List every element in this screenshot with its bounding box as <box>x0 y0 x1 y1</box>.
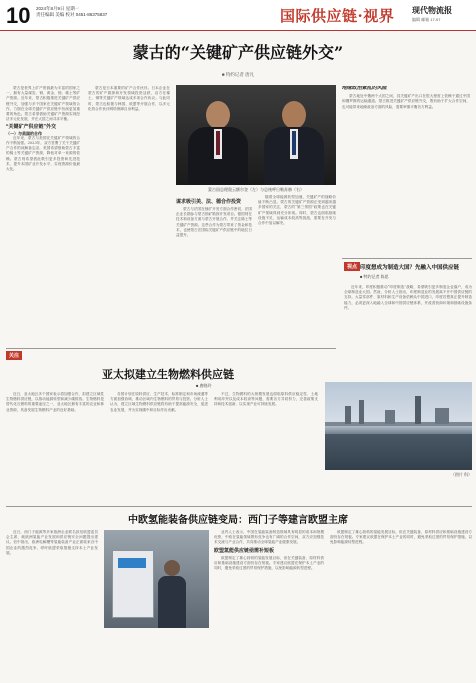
article3-body <box>344 285 472 380</box>
article1-photo-caption: 蒙古国总理奥云额尔登（左）与总统呼日勒苏赫（右） <box>208 187 304 192</box>
article3-headline: 印度想成为制造大国？先融入中国供应链 <box>360 265 460 271</box>
article1-subhead1a: （一）与美国的合作 <box>6 130 42 136</box>
article2-byline: ■ 唐晓玲 <box>196 383 212 388</box>
article4-para3-cont: 欧盟制定了雄心勃勃的氢能发展目标，但在关键装备、原材料供应和基础设施建设方面仍存在短板。专家建议欧盟在保护本土产业的同时，避免采取过度的贸易保护措施，以免影响能源转型进程。 <box>330 530 472 545</box>
article2-para1: 近日，亚太地区多个国家表示将加强合作，拟建立区域性生物燃料供应链，以推动能源转型和减少碳排放。生物燃料是替代化石燃料的重要途径之一，亚太地区拥有丰富的农业和林业资源，具备发展生物燃料产业的良好基础。 <box>6 392 104 412</box>
article1-col4-para: 随着全球能源转型加速，关键矿产的战略价值不断凸显。蒙古的关键矿产资源正受到越来越多国家的关注，蒙古的“第三邻国”政策也在关键矿产领域得到充分体现。同时，蒙古也面临基础设施不足、运输成本较高等挑战，需要在开发与合作中加以解决。 <box>258 195 336 226</box>
article3-para: 近年来，印度积极推动“印度制造”战略，希望吸引更多制造企业落户，成为全球制造业大国。然而，分析人士指出，印度制造业的发展离不开中国供应链的支持。大量零部件、原材料和生产设备依赖从中国进口，印度若想真正提升制造能力，必须更深入地融入全球和中国供应链体系，并改善营商环境和基础设施条件。 <box>344 285 472 310</box>
article3-photo <box>325 382 472 470</box>
article1-col3 <box>176 207 252 307</box>
article1-photo <box>176 85 336 185</box>
newspaper-logo: 现代物流报 <box>412 5 452 15</box>
section-title: 国际供应链·视界 <box>280 7 395 25</box>
divider <box>342 258 472 259</box>
article2-tag: 关注 <box>6 351 22 360</box>
editor-line: 编辑 邮箱 17-07 <box>412 17 441 22</box>
person-left-image <box>188 95 248 185</box>
divider <box>6 348 336 349</box>
article3-tag: 视点 <box>344 262 360 271</box>
article2-col3 <box>214 392 318 504</box>
article4-col1 <box>6 530 98 678</box>
article2-col2 <box>110 392 208 504</box>
divider <box>6 506 472 507</box>
article4-subhead: 欧盟氢能供应链亟需补短板 <box>214 547 275 554</box>
article3-byline: ■ 特约记者 陈思 <box>360 274 389 279</box>
article1-col2-para: 蒙古是日本重要的矿产合作伙伴。日本企业在蒙古的矿产勘探和开发领域投资活跃，双方在稀土、铜等关键矿产领域达成多项合作协议。与此同时，蒙古也积极与韩国、欧盟等开展合作，以多元化的合作伙伴网络保障自身利益。 <box>88 86 170 111</box>
article4-para1: 近日，西门子能源等多家欧洲企业联名致信欧盟委员会主席，就欧洲氢能产业发展和供应链安全问题提出建议。信中指出，欧洲电解槽等氢能装备产业正面临来自中国企业的激烈竞争，呼吁欧盟采取措施支持本土产业发展。 <box>6 530 98 555</box>
article1-col1-para: 蒙古是世界上矿产资源最为丰富的国家之一，拥有大量煤炭、铜、黄金、铀、稀土等矿产资源。近年来，蒙古积极推进关键矿产供应链外交，加强与多个国家在关键矿产领域的合作，力图在全球关键矿产供应链中扮演更加重要的角色。蒙古希望借助关键矿产资源实现经济多元化发展，并在大国之间寻求平衡。 <box>6 86 80 122</box>
article2-para2: 各国计划在原料供应、生产技术、标准制定和市场流通等方面加强协调，推动区域内生物燃料的贸易与投资。分析人士认为，建立区域生物燃料供应链将有助于提高能源安全，促进农业发展，并为实现碳中和目标作出贡献。 <box>110 392 208 412</box>
article1-col5-para: 蒙古地处中俄两个大国之间，其关键矿产出口在很大程度上依赖于通过中国和俄罗斯的运输通道。蒙古推进关键矿产供应链外交，既有助于扩大合作空间，也可能带来地缘政治方面的风险，需要审慎平衡各方利益。 <box>342 94 470 109</box>
article4-para3: 欧盟制定了雄心勃勃的氢能发展目标，但在关键装备、原材料供应和基础设施建设方面仍存在短板。专家建议欧盟在保护本土产业的同时，避免采取过度的贸易保护措施，以免影响能源转型进程。 <box>214 555 324 571</box>
article1-col4 <box>258 195 336 307</box>
page-number: 10 <box>6 3 31 28</box>
article4-para2: 业内人士表示，中国在氢能装备制造领域具有明显的成本和规模优势，中欧在氢能领域既有竞争也有广阔的合作空间，双方应加强技术交流与产业合作，共同推动全球氢能产业健康发展。 <box>214 530 324 545</box>
article1-col5 <box>342 86 470 216</box>
article2-col1 <box>6 392 104 504</box>
article1-col1 <box>6 86 80 301</box>
article1-col3-para: 蒙古与法国在铀矿开发方面合作密切，法国企业长期参与蒙古铀矿勘探开发项目。德国则在技术和设备方面与蒙古开展合作，并关注稀土等关键矿产资源。这些合作为蒙古带来了资金和技术，也使蒙古在国际关键矿产供应链中的地位日益提升。 <box>176 207 252 238</box>
person-right-image <box>264 95 324 185</box>
dateline: 2024年8月9日 星期一 责任编辑 美编 校对 0451-86375837 <box>36 6 108 17</box>
article2-headline: 亚太拟建立生物燃料供应链 <box>102 368 234 381</box>
article2-para3: 不过，生物燃料的大规模发展也面临原料供应稳定性、土地利用冲突以及成本较高等问题，需要各方共同努力，完善政策支持和技术创新，以实现产业可持续发展。 <box>214 392 318 407</box>
article4-col3 <box>330 530 472 678</box>
article1-subhead1: “关键矿产供应链”外交 <box>6 124 57 131</box>
article1-byline: ■ 特约记者 唐凡 <box>221 72 255 77</box>
article1-subhead2: 谋求吸引美、法、德合作投资 <box>176 199 242 205</box>
article1-headline: 蒙古的“关键矿产供应链外交” <box>132 43 344 62</box>
article1-col2 <box>88 86 170 301</box>
article4-photo <box>104 530 209 628</box>
article4-col2 <box>214 530 324 678</box>
article4-headline: 中欧氢能装备供应链变局：西门子等建言欧盟主席 <box>128 515 348 526</box>
article1-col1-para2: 近年来，蒙古与美国在关键矿产领域的合作不断加强。2023年，双方签署了关于关键矿产合作的谅解备忘录，美国希望借助蒙古丰富的稀土等关键矿产资源，降低对单一来源的依赖。蒙古则希望借此吸引更多投资和先进技术，提升本国矿业开发水平，实现资源价值最大化。 <box>6 135 80 172</box>
article3-photo-caption: （图片 科） <box>450 472 472 477</box>
article1-subhead3: 地缘政治紊乱的风险 <box>342 86 388 91</box>
